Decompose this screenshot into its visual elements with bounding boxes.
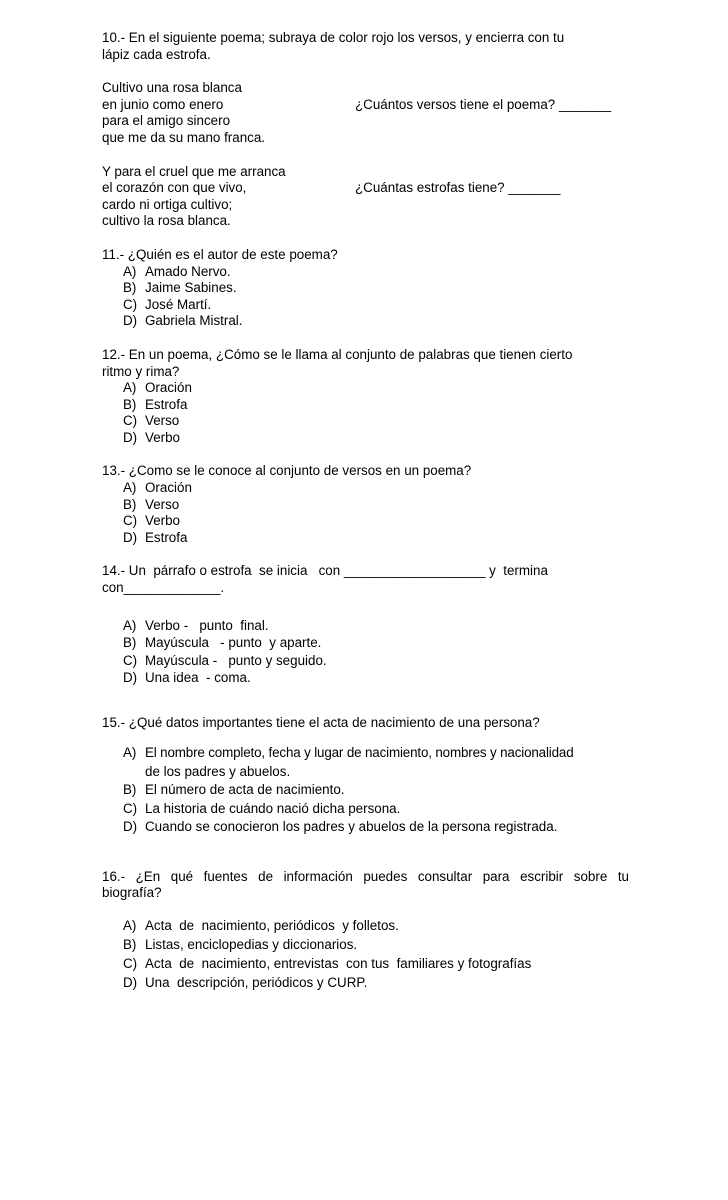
option-text: Oración	[145, 380, 192, 396]
option-letter: A)	[123, 380, 137, 396]
option-text: Acta de nacimiento, entrevistas con tus familiares y fotografías	[145, 955, 532, 971]
q10-prompt-line1: 10.- En el siguiente poema; subraya de color rojo los versos, y encierra con tu	[102, 30, 565, 45]
stanza-count-question: ¿Cuántas estrofas tiene? _______	[355, 180, 561, 196]
option-letter: C)	[123, 955, 138, 971]
option-text: Oración	[145, 480, 192, 496]
option-letter: C)	[123, 513, 138, 529]
option-letter: C)	[123, 800, 138, 816]
q16-options	[102, 916, 629, 992]
poem-verse: cultivo la rosa blanca.	[102, 213, 231, 229]
option-item	[102, 669, 629, 687]
option-text: La historia de cuándo nació dicha persona.	[145, 800, 401, 816]
question-13	[102, 463, 629, 546]
option-letter: B)	[123, 936, 137, 952]
option-letter: D)	[123, 429, 138, 445]
q15-prompt: 15.- ¿Qué datos importantes tiene el acta de nacimiento de una persona?	[102, 714, 540, 730]
option-letter: D)	[123, 974, 138, 990]
verse-count-question: ¿Cuántos versos tiene el poema? _______	[355, 96, 612, 112]
poem-verse: en junio como enero	[102, 96, 224, 112]
option-item	[102, 380, 629, 397]
option-text: Mayúscula - punto y seguido.	[145, 652, 327, 668]
option-item	[102, 413, 629, 430]
option-item	[102, 264, 629, 281]
option-text: Verso	[145, 413, 180, 429]
question-15	[102, 715, 629, 837]
option-letter: D)	[123, 529, 138, 545]
q12-options	[102, 380, 629, 446]
option-item	[102, 513, 629, 530]
q10-prompt-line2: lápiz cada estrofa.	[102, 46, 211, 62]
option-letter: C)	[123, 652, 138, 668]
worksheet-page	[102, 30, 629, 992]
q16-prompt-line2: biografía?	[102, 885, 162, 901]
question-10	[102, 30, 629, 230]
poem-verse: para el amigo sincero	[102, 113, 231, 129]
poem-verse: Y para el cruel que me arranca	[102, 163, 286, 179]
question-11	[102, 247, 629, 330]
poem-verse: Cultivo una rosa blanca	[102, 80, 242, 96]
option-item	[102, 763, 629, 782]
option-item	[102, 397, 629, 414]
q12-prompt-line1: 12.- En un poema, ¿Cómo se le llama al conjunto de palabras que tienen cierto	[102, 346, 573, 362]
option-item	[102, 530, 629, 547]
option-letter: C)	[123, 413, 138, 429]
option-item	[102, 818, 629, 837]
option-item	[102, 800, 629, 819]
option-text: Gabriela Mistral.	[145, 313, 243, 329]
option-item	[102, 480, 629, 497]
option-item	[102, 954, 629, 973]
option-letter: A)	[123, 745, 137, 761]
option-item	[102, 634, 629, 652]
option-item	[102, 744, 629, 763]
poem-stanza-1	[102, 80, 629, 146]
option-text: El nombre completo, fecha y lugar de nacimiento, nombres y nacionalidad	[145, 745, 574, 761]
question-16	[102, 869, 629, 992]
option-letter: D)	[123, 819, 138, 835]
option-text: Una descripción, periódicos y CURP.	[145, 974, 368, 990]
option-item	[102, 916, 629, 935]
option-item	[102, 497, 629, 514]
option-item	[102, 935, 629, 954]
q16-prompt-line1: 16.- ¿En qué fuentes de información puedes consultar para escribir sobre tu	[102, 868, 629, 884]
option-letter: D)	[123, 670, 138, 686]
option-text: Jaime Sabines.	[145, 280, 237, 296]
q14-prompt-line2: con_____________.	[102, 580, 225, 596]
option-letter: B)	[123, 280, 137, 296]
q11-prompt: 11.- ¿Quién es el autor de este poema?	[102, 246, 338, 262]
option-text: Estrofa	[145, 529, 188, 545]
option-text: Verbo - punto final.	[145, 617, 269, 633]
option-item	[102, 280, 629, 297]
option-letter: D)	[123, 313, 138, 329]
option-text: Amado Nervo.	[145, 263, 231, 279]
q15-options	[102, 744, 629, 837]
poem-stanza-2	[102, 164, 629, 230]
option-letter: A)	[123, 263, 137, 279]
option-item	[102, 297, 629, 314]
option-text: José Martí.	[145, 296, 212, 312]
option-letter: A)	[123, 917, 137, 933]
question-14	[102, 563, 629, 686]
question-12	[102, 347, 629, 447]
option-text: Acta de nacimiento, periódicos y folletos.	[145, 917, 399, 933]
option-text: Listas, enciclopedias y diccionarios.	[145, 936, 358, 952]
poem-verse: que me da su mano franca.	[102, 129, 266, 145]
option-item	[102, 430, 629, 447]
option-letter: B)	[123, 782, 137, 798]
option-text-continued: de los padres y abuelos.	[145, 763, 291, 779]
q12-prompt-line2: ritmo y rima?	[102, 363, 180, 379]
option-item	[102, 973, 629, 992]
option-item	[102, 652, 629, 670]
q14-options	[102, 617, 629, 687]
option-text: Verbo	[145, 429, 180, 445]
poem-verse: cardo ni ortiga cultivo;	[102, 196, 233, 212]
option-item	[102, 781, 629, 800]
option-letter: A)	[123, 617, 137, 633]
option-text: Estrofa	[145, 396, 188, 412]
option-text: Verso	[145, 496, 180, 512]
option-item	[102, 617, 629, 635]
q13-prompt: 13.- ¿Como se le conoce al conjunto de versos en un poema?	[102, 463, 472, 479]
poem-verse: el corazón con que vivo,	[102, 180, 247, 196]
option-text: Verbo	[145, 513, 180, 529]
option-text: Mayúscula - punto y aparte.	[145, 635, 322, 651]
option-letter: A)	[123, 480, 137, 496]
option-letter: B)	[123, 496, 137, 512]
option-letter: B)	[123, 396, 137, 412]
q14-prompt-line1: 14.- Un párrafo o estrofa se inicia con ___________________ y termina	[102, 563, 548, 579]
q11-options	[102, 264, 629, 330]
option-text: El número de acta de nacimiento.	[145, 782, 345, 798]
option-letter: C)	[123, 296, 138, 312]
q13-options	[102, 480, 629, 546]
option-text: Cuando se conocieron los padres y abuelos de la persona registrada.	[145, 819, 558, 835]
option-item	[102, 313, 629, 330]
option-text: Una idea - coma.	[145, 670, 251, 686]
option-letter: B)	[123, 635, 137, 651]
